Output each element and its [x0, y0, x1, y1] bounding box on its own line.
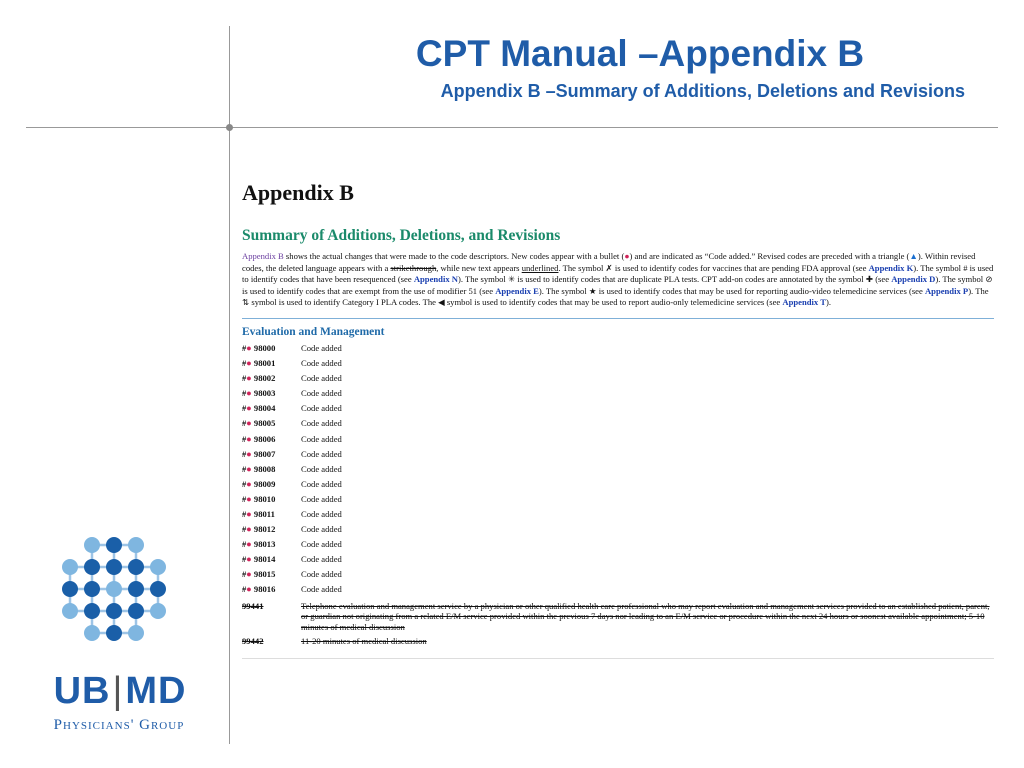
code-description: Code added [301, 478, 342, 489]
intro-text: ). Within revised codes, the deleted language appears with a [242, 251, 976, 273]
resequenced-icon: # [242, 448, 247, 459]
logo-node [84, 625, 100, 641]
code-description: Code added [301, 342, 342, 353]
underline-sample: underlined [521, 262, 559, 273]
code-cell [242, 403, 301, 413]
brand-right: MD [125, 670, 187, 712]
logo-node [106, 625, 122, 641]
logo-node [106, 559, 122, 575]
table-row [242, 388, 994, 403]
code-description: Code added [301, 403, 342, 414]
intro-text: ). The symbol # is used to identify codes that have been resequenced (see [242, 262, 994, 285]
intro-text: , while new text appears [436, 262, 522, 273]
brand-left: UB [53, 670, 111, 712]
divider-junction-dot [226, 124, 233, 131]
ubmd-network-logo-icon [54, 533, 174, 645]
bullet-icon: ● [624, 251, 630, 261]
doc-heading: Appendix B [242, 180, 354, 205]
intro-text: ) and are indicated as “Code added.” Revised codes are preceded with a triangle ( [629, 251, 910, 261]
slide-subtitle: Appendix B –Summary of Additions, Deletions and Revisions [440, 81, 965, 101]
code-number: 98014 [253, 554, 276, 565]
bullet-icon: ● [246, 388, 252, 399]
logo-node [84, 559, 100, 575]
code-description: Code added [301, 539, 342, 550]
code-description: Code added [301, 433, 342, 444]
logo-node [106, 537, 122, 553]
bullet-icon: ● [246, 554, 252, 565]
bullet-icon: ● [246, 418, 252, 429]
code-cell [242, 554, 301, 564]
code-number: 98011 [253, 509, 275, 519]
code-number: 98010 [253, 493, 276, 504]
logo-node [150, 603, 166, 619]
deleted-row [242, 601, 994, 633]
bullet-icon: ● [246, 539, 252, 550]
code-description: Code added [301, 584, 342, 595]
code-cell [242, 418, 301, 428]
intro-text: ). [825, 297, 831, 308]
table-row [242, 464, 994, 479]
code-cell [242, 373, 301, 383]
resequenced-icon: # [242, 342, 247, 353]
triangle-icon: ▲ [909, 251, 918, 261]
code-number: 98008 [253, 463, 276, 474]
strikethrough-sample: strikethrough [390, 262, 437, 273]
intro-text: ). The symbol ⊘ is used to identify codes that are exempt from the use of modifier 51 (see [242, 274, 993, 296]
section-heading: Evaluation and Management [242, 325, 385, 338]
bullet-icon: ● [246, 358, 252, 369]
code-description: Code added [301, 418, 342, 429]
sidebar-divider [229, 26, 230, 744]
table-row [242, 494, 994, 509]
code-cell [242, 434, 301, 444]
table-row [242, 373, 994, 388]
code-description: Code added [301, 509, 342, 519]
resequenced-icon: # [242, 388, 247, 399]
intro-text: shows the actual changes that were made to the code descriptors. New codes appear with a bullet ( [283, 251, 625, 261]
code-description: Code added [301, 448, 342, 459]
resequenced-icon: # [242, 373, 247, 384]
code-cell [242, 449, 301, 459]
logo-node [128, 559, 144, 575]
code-description: Code added [301, 358, 342, 369]
bullet-icon: ● [246, 403, 252, 414]
code-number: 98006 [253, 433, 276, 444]
page-bottom-divider [242, 658, 994, 659]
logo-node [106, 581, 122, 597]
resequenced-icon: # [242, 569, 247, 580]
table-row [242, 554, 994, 569]
code-cell [242, 479, 301, 489]
appendix-d-link[interactable]: Appendix D [891, 274, 936, 285]
header-divider [26, 127, 998, 128]
table-row [242, 539, 994, 554]
code-number: 98002 [253, 373, 276, 384]
logo-node [84, 603, 100, 619]
resequenced-icon: # [242, 358, 247, 369]
resequenced-icon: # [242, 539, 247, 550]
resequenced-icon: # [242, 478, 247, 489]
logo-node [62, 559, 78, 575]
bullet-icon: ● [246, 509, 252, 519]
appendix-t-link[interactable]: Appendix T [782, 297, 826, 308]
resequenced-icon: # [242, 433, 247, 444]
resequenced-icon: # [242, 509, 247, 519]
doc-intro [242, 251, 994, 309]
table-row [242, 569, 994, 584]
logo-node [62, 581, 78, 597]
code-cell [242, 343, 301, 353]
code-description: Code added [301, 493, 342, 504]
bullet-icon: ● [246, 493, 252, 504]
code-cell [242, 388, 301, 398]
code-description: Code added [301, 569, 342, 580]
deleted-description: 11-20 minutes of medical discussion [301, 636, 427, 647]
table-row [242, 358, 994, 373]
bullet-icon: ● [246, 478, 252, 489]
code-description: Code added [301, 463, 342, 474]
table-row [242, 343, 994, 358]
bullet-icon: ● [246, 584, 252, 595]
bullet-icon: ● [246, 373, 252, 384]
ubmd-brand [40, 670, 200, 712]
code-number: 98009 [253, 478, 276, 489]
intro-text: ). The symbol ✳ is used to identify codes that are duplicate PLA tests. CPT add-on codes are annotated by the symbol ✚ (see [458, 274, 892, 285]
deleted-code: 99442 [242, 636, 264, 647]
code-cell [242, 524, 301, 534]
bullet-icon: ● [246, 342, 252, 353]
code-description: Code added [301, 388, 342, 399]
code-cell [242, 464, 301, 474]
code-number: 98000 [253, 342, 276, 353]
resequenced-icon: # [242, 463, 247, 474]
bullet-icon: ● [246, 448, 252, 459]
code-cell [242, 358, 301, 368]
logo-node [150, 581, 166, 597]
table-row [242, 449, 994, 464]
logo-node [84, 581, 100, 597]
logo-node [128, 625, 144, 641]
resequenced-icon: # [242, 584, 247, 595]
code-cell [242, 509, 301, 519]
table-row [242, 479, 994, 494]
table-row [242, 418, 994, 433]
resequenced-icon: # [242, 403, 247, 414]
doc-subheading: Summary of Additions, Deletions, and Revisions [242, 227, 561, 244]
code-number: 98003 [253, 388, 276, 399]
logo-node [128, 603, 144, 619]
deleted-description: Telephone evaluation and management service by a physician or other qualified health care professional who may report evaluation and management services provided to an established patient, parent, or guardian not originating from a related E/M service provided within the previous 7 days nor leading to an E/M service or procedure within the next 24 hours or soonest available appointment; 5-10 minutes of medical discussion [301, 600, 990, 632]
brand-tagline: Physicians' Group [53, 717, 185, 733]
intro-text: . The symbol ✗ is used to identify codes for vaccines that are pending FDA approval (see [558, 262, 869, 273]
code-number: 98005 [253, 418, 276, 429]
code-list [242, 343, 994, 647]
appendix-document [242, 180, 994, 647]
code-cell [242, 494, 301, 504]
resequenced-icon: # [242, 418, 247, 429]
code-number: 98015 [253, 569, 276, 580]
appendix-n-link[interactable]: Appendix N [413, 274, 458, 285]
logo-node [106, 603, 122, 619]
logo-node [128, 537, 144, 553]
code-number: 98012 [253, 524, 276, 535]
deleted-row [242, 636, 994, 647]
table-row [242, 584, 994, 599]
appendix-k-link[interactable]: Appendix K [868, 262, 914, 273]
brand-separator: | [112, 670, 124, 712]
code-number: 98016 [253, 584, 276, 595]
slide-title: CPT Manual –Appendix B [415, 33, 865, 74]
resequenced-icon: # [242, 493, 247, 504]
resequenced-icon: # [242, 554, 247, 565]
appendix-p-link[interactable]: Appendix P [924, 285, 969, 296]
code-number: 98007 [253, 448, 276, 459]
table-row [242, 434, 994, 449]
logo-node [150, 559, 166, 575]
appendix-b-link[interactable]: Appendix B [242, 251, 284, 261]
logo-node [62, 603, 78, 619]
bullet-icon: ● [246, 463, 252, 474]
logo-node [128, 581, 144, 597]
bullet-icon: ● [246, 524, 252, 535]
table-row [242, 403, 994, 418]
bullet-icon: ● [246, 433, 252, 444]
code-cell [242, 539, 301, 549]
code-description: Code added [301, 554, 342, 565]
code-description: Code added [301, 373, 342, 384]
code-number: 98013 [253, 539, 276, 550]
code-cell [242, 584, 301, 594]
section-divider [242, 318, 994, 319]
deleted-code: 99441 [242, 600, 264, 611]
table-row [242, 509, 994, 524]
appendix-e-link[interactable]: Appendix E [495, 285, 539, 296]
resequenced-icon: # [242, 524, 247, 535]
logo-node [84, 537, 100, 553]
table-row [242, 524, 994, 539]
intro-text: ). The symbol ★ is used to identify codes that may be used for reporting audio-video telemedicine services (see [538, 285, 925, 296]
code-description: Code added [301, 524, 342, 535]
code-number: 98004 [253, 403, 276, 414]
bullet-icon: ● [246, 569, 252, 580]
code-cell [242, 569, 301, 579]
code-number: 98001 [253, 358, 276, 369]
intro-text: ). The ⇅ symbol is used to identify Category I PLA codes. The ◀ symbol is used to identify codes that may be used to report audio-only telemedicine services (see [242, 285, 989, 308]
